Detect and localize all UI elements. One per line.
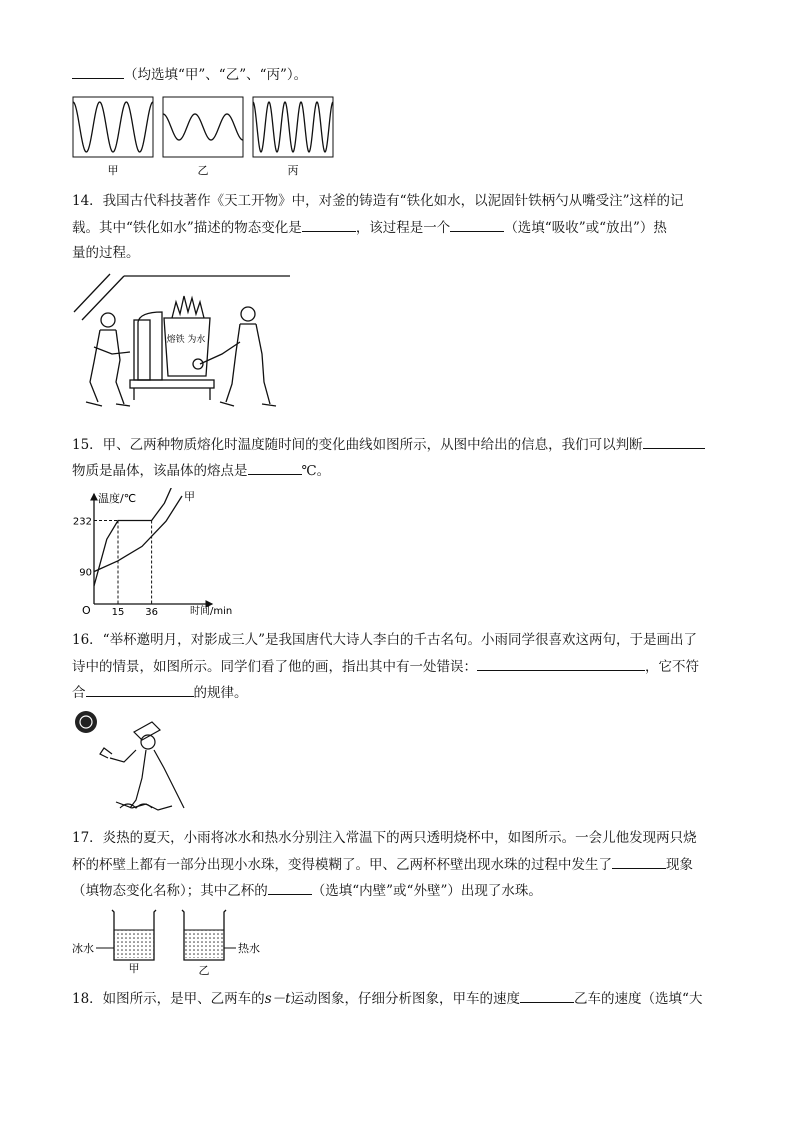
roof-line xyxy=(82,276,124,320)
q18-blank-1[interactable] xyxy=(520,988,574,1003)
q15-blank-2[interactable] xyxy=(248,460,302,475)
wave-yi xyxy=(163,114,243,140)
q16-text-a: 诗中的情景，如图所示。同学们看了他的画，指出其中有一处错误： xyxy=(72,659,477,675)
series-line-0 xyxy=(94,496,182,572)
x-tick-label-1: 36 xyxy=(145,607,158,618)
beaker-label-jia: 甲 xyxy=(128,962,140,975)
right-worker xyxy=(193,307,276,406)
wave-jia xyxy=(73,102,153,152)
q15-text-c: ℃。 xyxy=(301,463,331,479)
poet-figure xyxy=(100,722,184,810)
q18-text-c: 乙车的速度（选填“大 xyxy=(574,991,703,1007)
x-axis-label: 时间/min xyxy=(190,606,233,617)
stand-base xyxy=(130,380,214,388)
q15-text-b: 物质是晶体，该晶体的熔点是 xyxy=(72,463,248,479)
q16-line2 xyxy=(72,656,699,677)
origin-label: O xyxy=(82,604,91,617)
q17-text-b: 现象 xyxy=(666,857,693,873)
q14-line1: 14．我国古代科技著作《天工开物》中，对釜的铸造有“铁化如水，以泥固针铁柄勺从嘴受注”这样的记 xyxy=(72,193,684,209)
q17-text-d: （选填“内壁”或“外壁”）出现了水珠。 xyxy=(311,883,542,899)
wave-figures xyxy=(72,96,336,176)
y-tick-label-0: 232 xyxy=(72,516,92,528)
q14-blank-2[interactable] xyxy=(450,217,504,232)
q13-blank[interactable] xyxy=(72,64,124,79)
wave-label-yi: 乙 xyxy=(197,164,209,176)
melting-chart xyxy=(72,488,252,618)
beaker-label-yi: 乙 xyxy=(198,964,210,977)
y-tick-label-1: 90 xyxy=(79,567,92,579)
q14-line2 xyxy=(72,217,667,238)
q16-blank-2[interactable] xyxy=(86,682,194,697)
q15-line1 xyxy=(72,434,705,455)
q15-blank-1[interactable] xyxy=(643,434,705,449)
hot-water-label: 热水 xyxy=(238,942,260,955)
moon xyxy=(75,711,97,733)
q17-text-c: （填物态变化名称）；其中乙杯的 xyxy=(72,883,268,899)
q17-line3 xyxy=(72,880,542,901)
casting-illustration xyxy=(72,272,292,414)
q14-text-a: 载。其中“铁化如水”描述的物态变化是 xyxy=(72,220,302,236)
bellows xyxy=(134,320,150,380)
q18-text-a: 18．如图所示，是甲、乙两车的 xyxy=(72,991,265,1007)
series-label-0: 甲 xyxy=(184,490,195,503)
q13-text: （均选填“甲”、“乙”、“丙”）。 xyxy=(124,67,308,83)
q16-text-c: 合 xyxy=(72,685,86,701)
wave-label-bing: 丙 xyxy=(287,164,299,176)
wave-label-jia: 甲 xyxy=(107,164,119,176)
q14-blank-1[interactable] xyxy=(302,217,356,232)
beakers-figure xyxy=(72,908,272,978)
roof-line xyxy=(74,274,110,312)
q14-line3: 量的过程。 xyxy=(72,245,140,261)
q17-line2 xyxy=(72,854,693,875)
q15-text-a: 15．甲、乙两种物质熔化时温度随时间的变化曲线如图所示，从图中给出的信息，我们可以判断 xyxy=(72,437,643,453)
q18-text-b: 运动图象，仔细分析图象，甲车的速度 xyxy=(290,991,521,1007)
left-worker xyxy=(86,313,130,406)
q16-text-d: 的规律。 xyxy=(193,685,248,701)
q14-text-c: （选填“吸收”或“放出”）热 xyxy=(504,220,667,236)
beaker-yi xyxy=(182,910,226,960)
furnace-label: 熔铁 为水 xyxy=(166,335,206,345)
q16-text-b: ，它不符 xyxy=(645,659,699,675)
poet-illustration xyxy=(72,708,202,818)
q13-line xyxy=(72,64,307,85)
q17-line1: 17．炎热的夏天，小雨将冰水和热水分别注入常温下的两只透明烧杯中，如图所示。一会儿他发现两只烧 xyxy=(72,830,697,846)
wave-box-jia xyxy=(73,97,153,157)
y-axis-label: 温度/℃ xyxy=(98,492,137,505)
q15-line2 xyxy=(72,460,330,481)
q18-variable: s－t xyxy=(264,991,291,1007)
wave-bing xyxy=(253,102,333,152)
q18-line1 xyxy=(72,988,702,1009)
q14-text-b: ，该过程是一个 xyxy=(355,220,451,236)
q17-blank-2[interactable] xyxy=(268,880,312,895)
q16-line1: 16．“举杯邀明月，对影成三人”是我国唐代大诗人李白的千古名句。小雨同学很喜欢这两句，于是画出了 xyxy=(72,632,697,648)
q16-line3 xyxy=(72,682,248,703)
q17-text-a: 杯的杯壁上都有一部分出现小水珠，变得模糊了。甲、乙两杯杯壁出现水珠的过程中发生了 xyxy=(72,857,612,873)
q16-blank-1[interactable] xyxy=(477,656,645,671)
x-tick-label-0: 15 xyxy=(111,607,125,618)
ice-water-label: 冰水 xyxy=(72,942,94,955)
q17-blank-1[interactable] xyxy=(612,854,666,869)
beaker-jia xyxy=(112,910,156,960)
